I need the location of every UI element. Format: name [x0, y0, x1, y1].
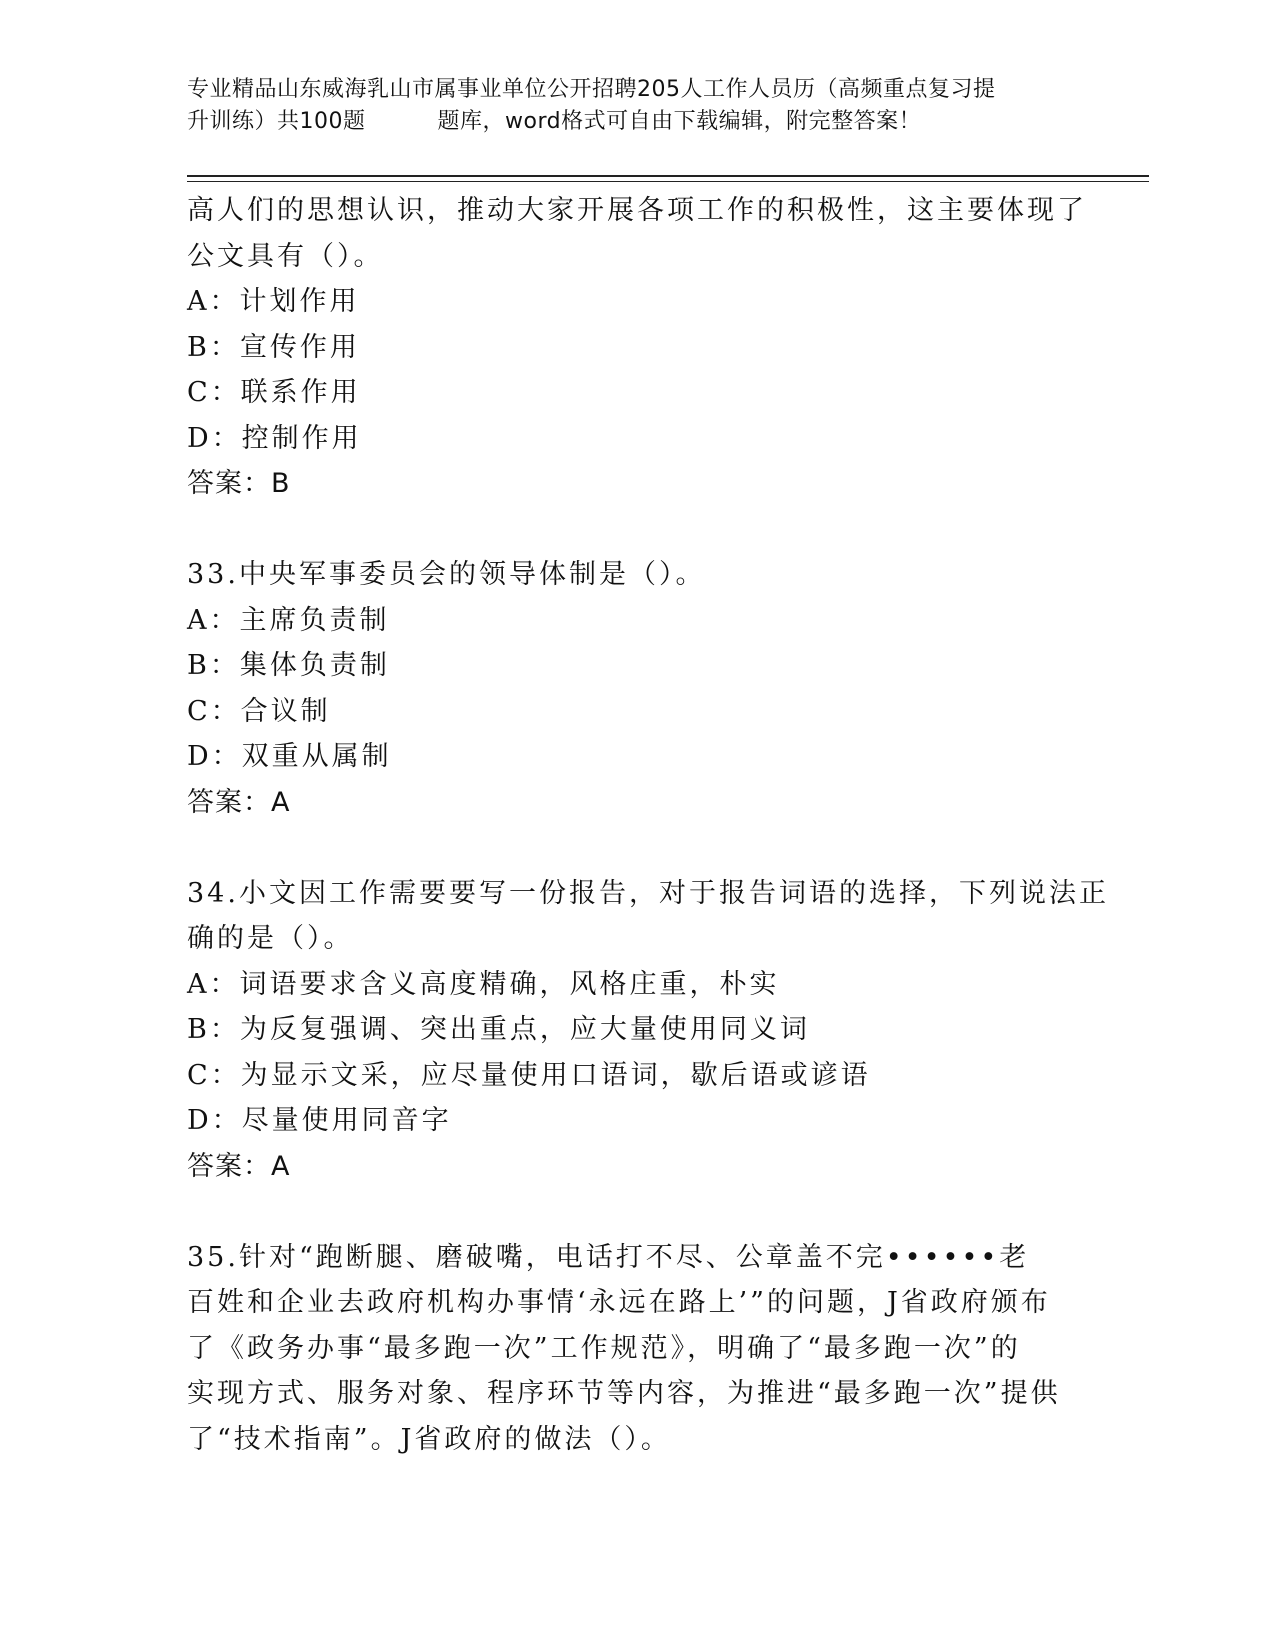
option-a: A：主席负责制	[187, 604, 390, 636]
option-d: D：尽量使用同音字	[187, 1105, 452, 1136]
header-title-line-2-right: 题库，word格式可自由下载编辑，附完整答案！	[437, 109, 922, 134]
question-stem-line: 确的是（）。	[187, 923, 354, 954]
header-divider-thin	[187, 181, 1149, 182]
question-list	[187, 188, 1109, 1462]
question-stem-line: 35.针对“跑断腿、磨破嘴，电话打不尽、公章盖不完••••••老	[187, 1241, 1030, 1273]
option-c: C：联系作用	[187, 377, 361, 408]
option-b: B：宣传作用	[187, 331, 360, 363]
question-spacer	[187, 1189, 1087, 1235]
question-block-33	[187, 552, 1087, 825]
question-stem-line: 百姓和企业去政府机构办事情‘永远在路上’”的问题，J省政府颁布	[187, 1287, 1051, 1318]
header-gap	[366, 106, 438, 138]
question-block-35	[187, 1235, 1087, 1463]
header-title-line-2-left: 升训练）共100题	[187, 109, 366, 134]
question-stem-line: 33.中央军事委员会的领导体制是（）。	[187, 559, 706, 590]
option-c: C：为显示文采，应尽量使用口语词，歇后语或谚语	[187, 1059, 871, 1091]
question-stem-line: 了“技术指南”。J省政府的做法（）。	[187, 1423, 671, 1455]
option-d: D：双重从属制	[187, 741, 392, 772]
option-b: B：集体负责制	[187, 650, 390, 681]
page-header	[187, 74, 1087, 138]
answer-line: 答案：A	[187, 786, 291, 818]
answer-line: 答案：B	[187, 468, 291, 499]
question-stem-line: 公文具有（）。	[187, 240, 384, 272]
question-spacer	[187, 507, 1087, 553]
question-block-34	[187, 871, 1109, 1190]
option-d: D：控制作用	[187, 422, 362, 454]
header-divider-thick	[187, 175, 1149, 177]
option-c: C：合议制	[187, 695, 331, 727]
option-a: A：词语要求含义高度精确，风格庄重，朴实	[187, 968, 780, 1000]
header-title-line-2	[187, 106, 1087, 138]
header-title-line-1: 专业精品山东威海乳山市属事业单位公开招聘205人工作人员历（高频重点复习提	[187, 77, 996, 102]
option-a: A：计划作用	[187, 286, 360, 317]
question-stem-line: 了《政务办事“最多跑一次”工作规范》，明确了“最多跑一次”的	[187, 1332, 1021, 1364]
option-b: B：为反复强调、突出重点，应大量使用同义词	[187, 1014, 810, 1045]
question-stem-line: 34.小文因工作需要要写一份报告，对于报告词语的选择，下列说法正	[187, 877, 1109, 909]
answer-line: 答案：A	[187, 1150, 291, 1182]
question-spacer	[187, 825, 1087, 871]
question-stem-line: 高人们的思想认识，推动大家开展各项工作的积极性，这主要体现了	[187, 195, 1087, 226]
question-stem-line: 实现方式、服务对象、程序环节等内容，为推进“最多跑一次”提供	[187, 1378, 1061, 1409]
question-block-32	[187, 188, 1087, 507]
